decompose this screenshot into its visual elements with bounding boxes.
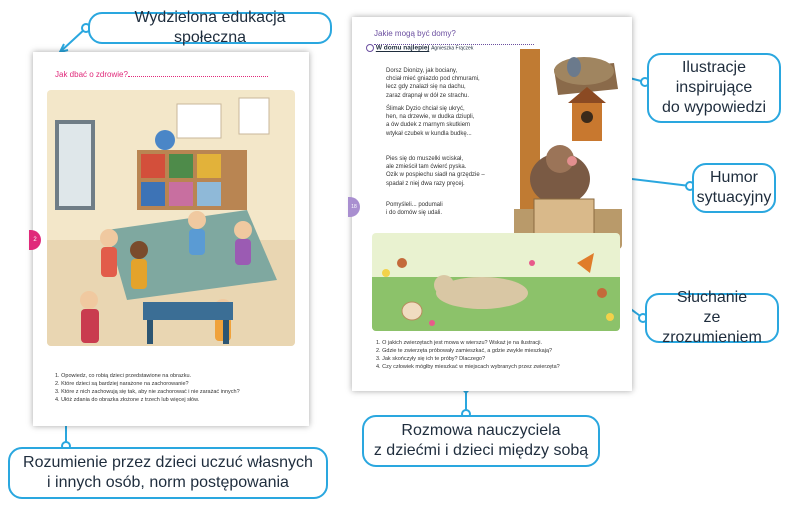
poem-stanza-2: Ślimak Dyzio chciał się ukryć, hen, na drzewie, w dudka dziupli, a ów dudek z marnym skutkiem wtykał czubek w kundla budkę... (386, 106, 475, 137)
right-book-page (352, 17, 632, 391)
right-question-2: 2. Gdzie te zwierzęta próbowały zamieszkać, a gdzie zwykle mieszkają? (376, 348, 553, 354)
right-page-number-tab (348, 197, 360, 217)
callout-conversation-text: Rozmowa nauczyciela z dziećmi i dzieci między sobą (373, 422, 589, 459)
left-question-4: 4. Ułóż zdania do obrazka złożone z trzech lub więcej słów. (55, 397, 200, 403)
left-page-heading (55, 70, 275, 79)
poem-title-row (366, 44, 473, 52)
right-heading-text: Jakie mogą być domy? (374, 29, 456, 38)
right-page-number: 18 (351, 204, 357, 210)
callout-social-text: Wydzielona edukacja społeczna (134, 9, 286, 46)
left-question-2: 2. Które dzieci są bardziej narażone na zachorowanie? (55, 381, 189, 387)
callout-feelings (8, 447, 328, 499)
callout-social-education (88, 9, 332, 46)
poem-stanza-4: Pomyśleli... podumali i do domów się udali. (386, 202, 443, 217)
right-question-3: 3. Jak skończyły się ich te próby? Dlaczego? (376, 356, 486, 362)
poem-stanza-1: Dorsz Dionizy, jak bociany, chciał mieć gniazdo pod chmurami, lecz gdy znalazł się na dachu, zaraz drapnął w dół ze strachu. (386, 68, 480, 99)
callout-feelings-text: Rozumienie przez dzieci uczuć własnych i innych osób, norm postępowania (23, 454, 313, 491)
right-question-4: 4. Czy człowiek mógłby mieszkać w miejscach wybranych przez zwierzęta? (376, 364, 560, 370)
meadow-animals-illustration (372, 233, 620, 331)
right-question-1: 1. O jakich zwierzętach jest mowa w wierszu? Wskaż je na ilustracji. (376, 340, 542, 346)
callout-illustrations-text: Ilustracje inspirujące do wypowiedzi (661, 59, 767, 116)
callout-listening (645, 289, 779, 346)
left-heading-text: Jak dbać o zdrowie? (55, 70, 128, 79)
poem-bullet-icon (366, 44, 374, 52)
poem-author: Agnieszka Frączek (431, 45, 474, 52)
left-questions (55, 372, 295, 404)
right-questions (376, 339, 616, 371)
left-book-page (33, 52, 309, 426)
classroom-illustration (47, 90, 295, 346)
left-question-1: 1. Opowiedz, co robią dzieci przedstawione na obrazku. (55, 373, 192, 379)
callout-conversation (362, 415, 600, 467)
tree-animals-illustration (514, 49, 622, 249)
callout-humor-text: Humor sytuacyjny (696, 169, 772, 206)
callout-illustrations (647, 53, 781, 123)
callout-humor (692, 163, 776, 213)
poem-stanza-3: Pies się do muszelki wciskał, ale zmieścił tam ćwierć pyska. Ozik w pospiechu siadł na grzędzie – spadał z niej dwa razy pręcej. (386, 156, 485, 187)
left-page-number: 2 (33, 237, 37, 243)
poem-title: W domu najlepiej (375, 44, 430, 52)
left-question-3: 3. Które z nich zachowują się tak, aby nie zachorować i nie zarażać innych? (55, 389, 240, 395)
callout-listening-text: Słuchanie ze zrozumieniem (662, 289, 762, 346)
left-page-number-tab (29, 230, 41, 250)
